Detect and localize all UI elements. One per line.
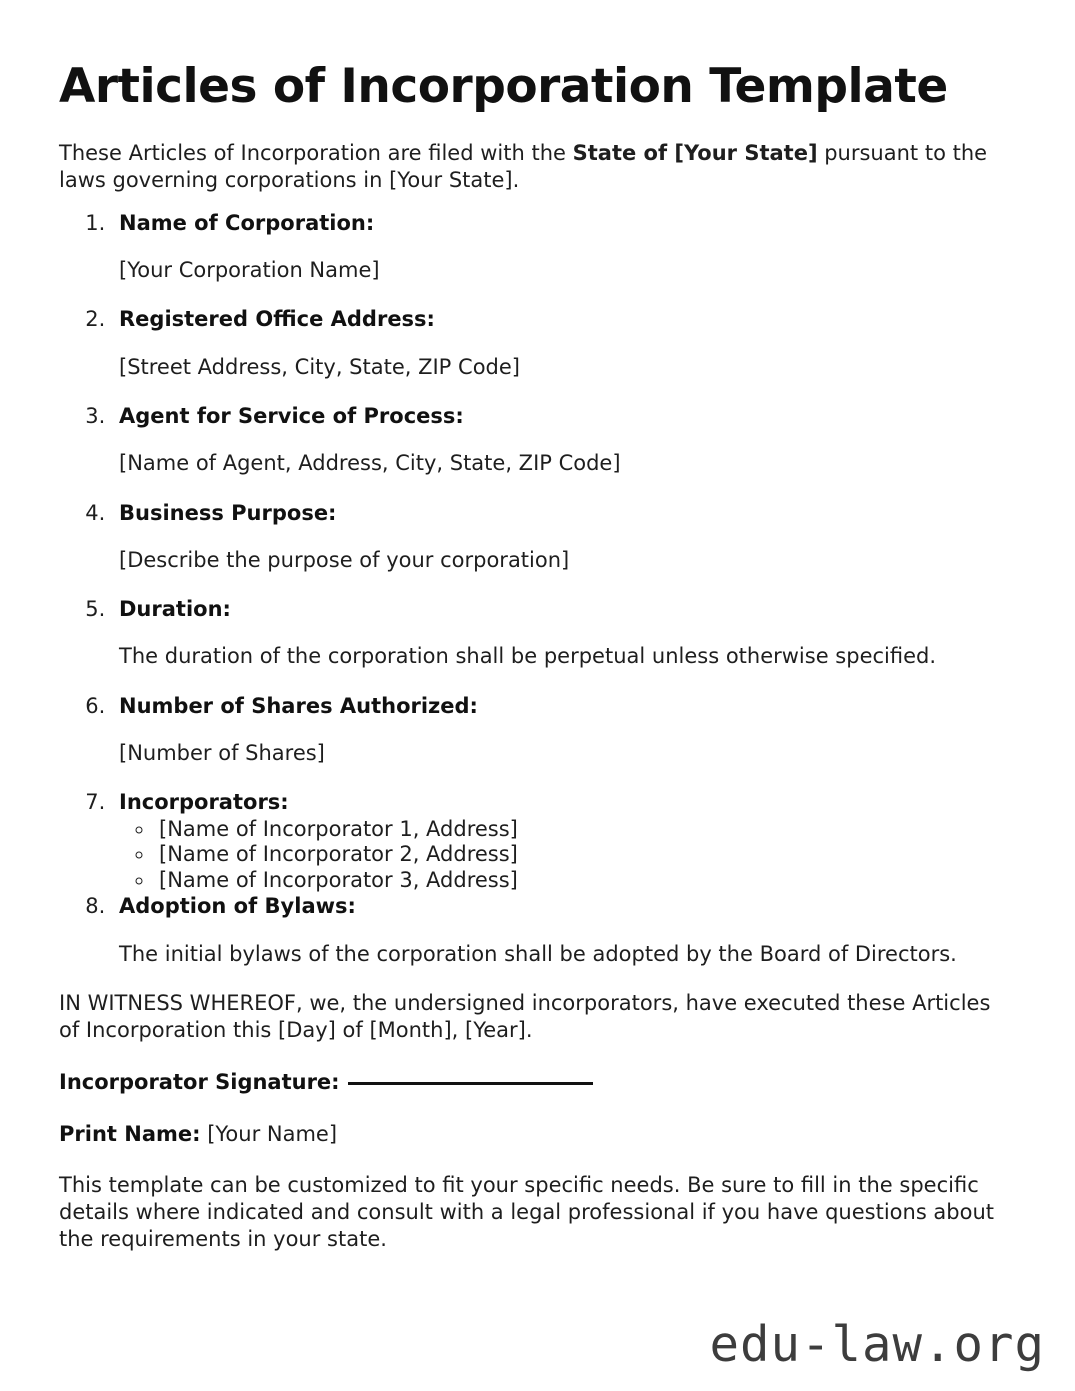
intro-state-bold: State of [Your State] [572,141,818,166]
articles-list [59,210,997,968]
page-title: Articles of Incorporation Template [59,59,948,114]
incorporators-sublist [119,817,997,894]
article-item-6 [112,693,997,768]
signature-rule[interactable] [348,1082,593,1085]
print-name-line [59,1122,997,1146]
article-body: The initial bylaws of the corporation shall be adopted by the Board of Directors. [119,941,957,966]
article-heading: Business Purpose: [119,500,337,525]
list-item: ◦ [Name of Incorporator 3, Address] [155,868,997,894]
article-item-5 [112,596,997,671]
article-body: [Number of Shares] [119,741,325,766]
article-heading: Incorporators: [119,790,289,815]
site-watermark: edu-law.org [709,1316,1045,1373]
closing-paragraph: This template can be customized to fit your specific needs. Be sure to fill in the specific details where indicated and consult with a legal professional if you have questions about the requirements in your state. [59,1172,995,1252]
article-body: The duration of the corporation shall be perpetual unless otherwise specified. [119,644,937,669]
article-heading: Number of Shares Authorized: [119,693,478,718]
article-heading: Duration: [119,597,231,622]
article-heading: Agent for Service of Process: [119,403,464,428]
witness-paragraph: IN WITNESS WHEREOF, we, the undersigned incorporators, have executed these Articles of Incorporation this [Day] of [Month], [Year]. [59,991,991,1042]
intro-text-before: These Articles of Incorporation are filed with the [59,141,573,166]
signature-label: Incorporator Signature: [59,1069,340,1094]
article-item-1 [112,210,997,285]
article-item-7 [112,789,997,893]
incorporator-signature-line [59,1070,997,1094]
article-body: [Street Address, City, State, ZIP Code] [119,354,520,379]
article-body: [Name of Agent, Address, City, State, ZIP Code] [119,451,621,476]
article-item-2 [112,306,997,381]
article-body: [Your Corporation Name] [119,258,380,283]
article-heading: Registered Office Address: [119,307,435,332]
intro-text-after: pursuant to the laws governing corporations in [Your State]. [59,141,988,192]
list-item: ◦ [Name of Incorporator 2, Address] [155,842,997,868]
list-item: ◦ [Name of Incorporator 1, Address] [155,817,997,843]
article-item-4 [112,500,997,575]
article-heading: Adoption of Bylaws: [119,894,356,919]
article-body: [Describe the purpose of your corporation] [119,547,570,572]
article-heading: Name of Corporation: [119,210,375,235]
print-name-label: Print Name: [59,1121,201,1146]
article-item-8 [112,893,997,968]
article-item-3 [112,403,997,478]
print-name-value: [Your Name] [200,1121,338,1146]
intro-paragraph [59,140,997,194]
